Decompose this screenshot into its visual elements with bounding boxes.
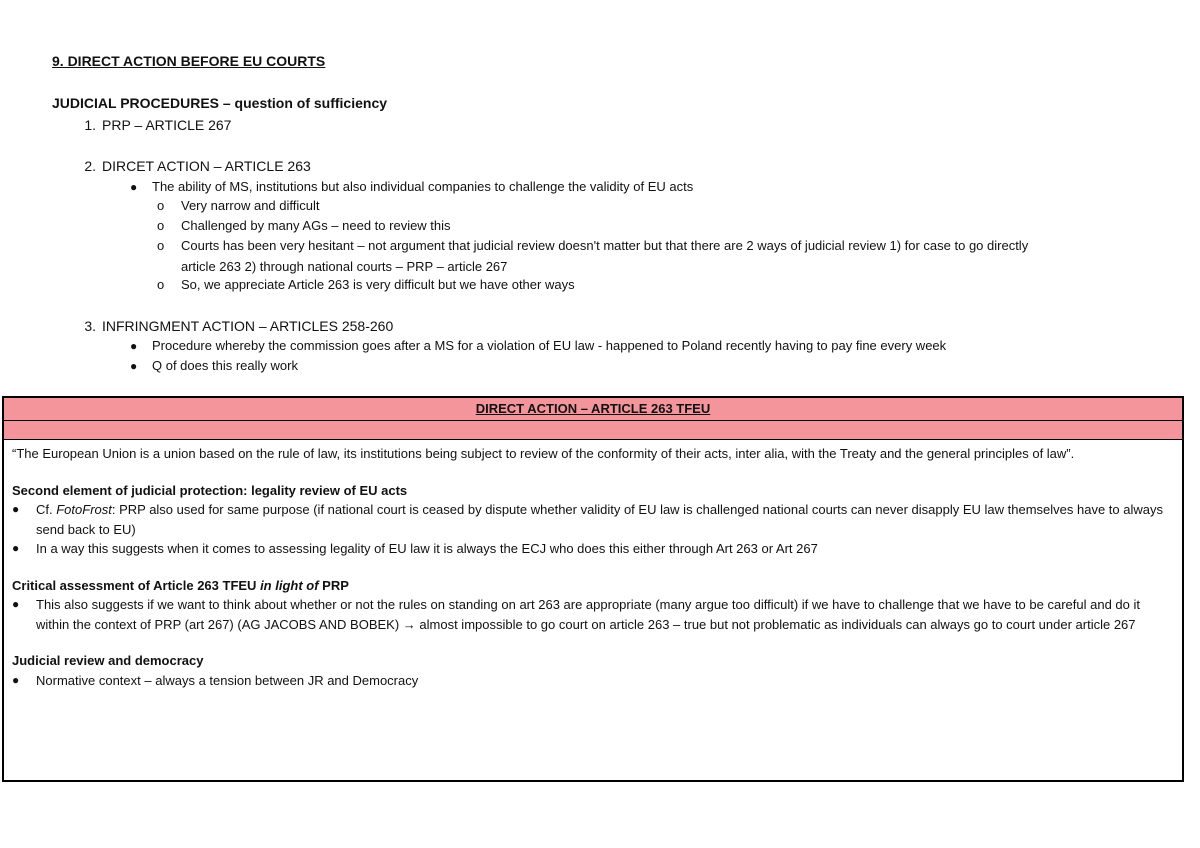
list-item-infringement (74, 318, 393, 334)
table-body (4, 440, 1182, 690)
heading-text: Critical assessment of Article 263 TFEU (12, 577, 261, 593)
bullet-text: Procedure whereby the commission goes after a MS for a violation of EU law - happened to Poland recently having to pay fine every week (152, 338, 947, 353)
bullet-text: The ability of MS, institutions but also individual companies to challenge the validity of EU acts (152, 179, 694, 194)
bullet-item (130, 338, 946, 353)
table-header: DIRECT ACTION – ARTICLE 263 TFEU (4, 398, 1182, 421)
sub-bullet-item (157, 277, 575, 292)
circle-bullet-icon: o (157, 198, 165, 213)
bullet-icon: ● (12, 502, 20, 516)
bullet-icon: ● (130, 339, 138, 353)
bullet-icon: ● (130, 180, 138, 194)
circle-bullet-icon: o (157, 277, 165, 292)
list-text: In a way this suggests when it comes to assessing legality of EU law it is always the ECJ who does this either through Art 263 or Art 267 (36, 541, 818, 556)
sub-bullet-text: Very narrow and difficult (181, 198, 320, 213)
list-item (12, 671, 1174, 691)
bullet-icon: ● (12, 597, 20, 611)
list-item-direct-action (74, 158, 311, 174)
arrow-right-icon: → (402, 616, 416, 632)
sub-bullet-item (157, 218, 451, 233)
sub-bullet-text: So, we appreciate Article 263 is very difficult but we have other ways (181, 277, 575, 292)
list-item (12, 595, 1174, 634)
sub-bullet-continuation: article 263 2) through national courts – PRP – article 267 (181, 259, 508, 274)
list-item-text: PRP – ARTICLE 267 (102, 117, 232, 133)
quote-paragraph: “The European Union is a union based on the rule of law, its institutions being subject to review of the conformity of their acts, inter alia, with the Treaty and the general principles of law”. (12, 446, 1075, 461)
list-text: Normative context – always a tension between JR and Democracy (36, 672, 419, 688)
section-heading-critical-assessment (12, 576, 1174, 596)
section-subtitle: JUDICIAL PROCEDURES – question of sufficiency (52, 95, 388, 111)
circle-bullet-icon: o (157, 238, 165, 253)
list-item-prp (74, 117, 231, 133)
list-number: 2. (84, 158, 96, 174)
sub-bullet-text: Courts has been very hesitant – not argument that judicial review doesn't matter but that there are 2 ways of judicial review 1) for case to go directly (181, 238, 1029, 253)
sub-bullet-text: Challenged by many AGs – need to review this (181, 218, 451, 233)
list-number: 1. (84, 117, 96, 133)
heading-text: PRP (318, 577, 349, 593)
list-item-text: DIRCET ACTION – ARTICLE 263 (102, 158, 311, 174)
bullet-icon: ● (12, 541, 20, 555)
circle-bullet-icon: o (157, 218, 165, 233)
notes-table (2, 396, 1184, 782)
sub-bullet-item (157, 198, 320, 213)
section-heading-democracy: Judicial review and democracy (12, 653, 204, 668)
list-number: 3. (84, 318, 96, 334)
section-heading-legality-review: Second element of judicial protection: legality review of EU acts (12, 482, 408, 498)
bullet-item (130, 179, 693, 194)
list-text: almost impossible to go court on article 263 – true but not problematic as individuals can always go to court under article 267 (415, 616, 1136, 632)
bullet-text: Q of does this really work (152, 358, 298, 373)
list-text: This also suggests if we want to think about whether or not the rules on standing on art 263 are appropriate (many argue too difficult) if we have to challenge that we have to be careful and do it within the context of PRP (art 267) (AG JACOBS AND BOBEK) (36, 597, 1140, 632)
bullet-icon: ● (130, 359, 138, 373)
sub-bullet-item (157, 238, 1028, 253)
table-header-blank-row (4, 421, 1182, 440)
list-item (12, 500, 1174, 539)
bullet-item (130, 358, 298, 373)
list-text: : PRP also used for same purpose (if national court is ceased by dispute whether validity of EU law is challenged national courts can never disapply EU law themselves have to always send back to EU) (36, 502, 1163, 537)
page-title: 9. DIRECT ACTION BEFORE EU COURTS (52, 53, 326, 69)
list-item-text: INFRINGMENT ACTION – ARTICLES 258-260 (102, 318, 394, 334)
list-item (12, 539, 1174, 559)
case-name: FotoFrost (56, 502, 112, 517)
heading-italic: in light of (260, 577, 319, 593)
list-text-prefix: Cf. (36, 502, 57, 517)
bullet-icon: ● (12, 672, 20, 687)
